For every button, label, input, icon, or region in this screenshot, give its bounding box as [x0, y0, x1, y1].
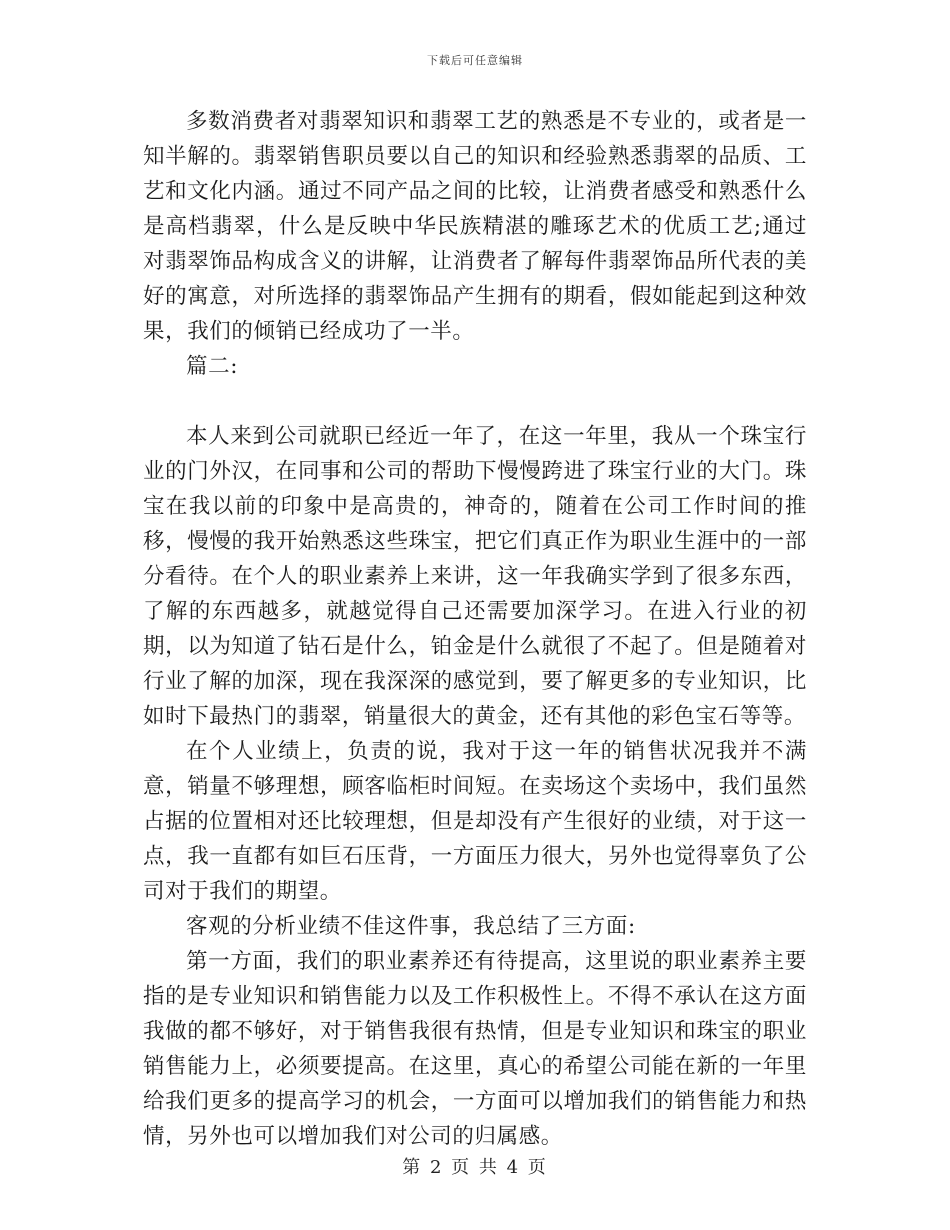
paragraph-analysis-intro: 客观的分析业绩不佳这件事，我总结了三方面:	[186, 914, 636, 939]
paragraph-performance: 在个人业绩上，负责的说，我对于这一年的销售状况我并不满意，销量不够理想，顾客临柜时间短。在卖场这个卖场中，我们虽然占据的位置相对还比较理想，但是却没有产生很好的业绩，对于这一点，我一直都有如巨石压背，一方面压力很大，另外也觉得辜负了公司对于我们的期望。	[143, 739, 807, 904]
page-number: 第 2 页 共 4 页	[402, 1157, 548, 1178]
document-body	[143, 104, 807, 1154]
paragraph-first-year: 本人来到公司就职已经近一年了，在这一年里，我从一个珠宝行业的门外汉，在同事和公司的帮助下慢慢跨进了珠宝行业的大门。珠宝在我以前的印象中是高贵的，神奇的，随着在公司工作时间的推移，慢慢的我开始熟悉这些珠宝，把它们真正作为职业生涯中的一部分看待。在个人的职业素养上来讲，这一年我确实学到了很多东西，了解的东西越多，就越觉得自己还需要加深学习。在进入行业的初期，以为知道了钻石是什么，铂金是什么就很了不起了。但是随着对行业了解的加深，现在我深深的感觉到，要了解更多的专业知识，比如时下最热门的翡翠，销量很大的黄金，还有其他的彩色宝石等等。	[143, 424, 807, 729]
page-header-note: 下载后可任意编辑	[427, 54, 523, 67]
section-heading-part-two: 篇二:	[186, 354, 239, 379]
paragraph-spacer	[143, 384, 807, 419]
paragraph-jade-knowledge: 多数消费者对翡翠知识和翡翠工艺的熟悉是不专业的，或者是一知半解的。翡翠销售职员要以自己的知识和经验熟悉翡翠的品质、工艺和文化内涵。通过不同产品之间的比较，让消费者感受和熟悉什么是高档翡翠，什么是反映中华民族精湛的雕琢艺术的优质工艺;通过对翡翠饰品构成含义的讲解，让消费者了解每件翡翠饰品所代表的美好的寓意，对所选择的翡翠饰品产生拥有的期看，假如能起到这种效果，我们的倾销已经成功了一半。	[143, 109, 807, 344]
paragraph-first-aspect: 第一方面，我们的职业素养还有待提高，这里说的职业素养主要指的是专业知识和销售能力以及工作积极性上。不得不承认在这方面我做的都不够好，对于销售我很有热情，但是专业知识和珠宝的职业销售能力上，必须要提高。在这里，真心的希望公司能在新的一年里给我们更多的提高学习的机会，一方面可以增加我们的销售能力和热情，另外也可以增加我们对公司的归属感。	[143, 949, 807, 1149]
